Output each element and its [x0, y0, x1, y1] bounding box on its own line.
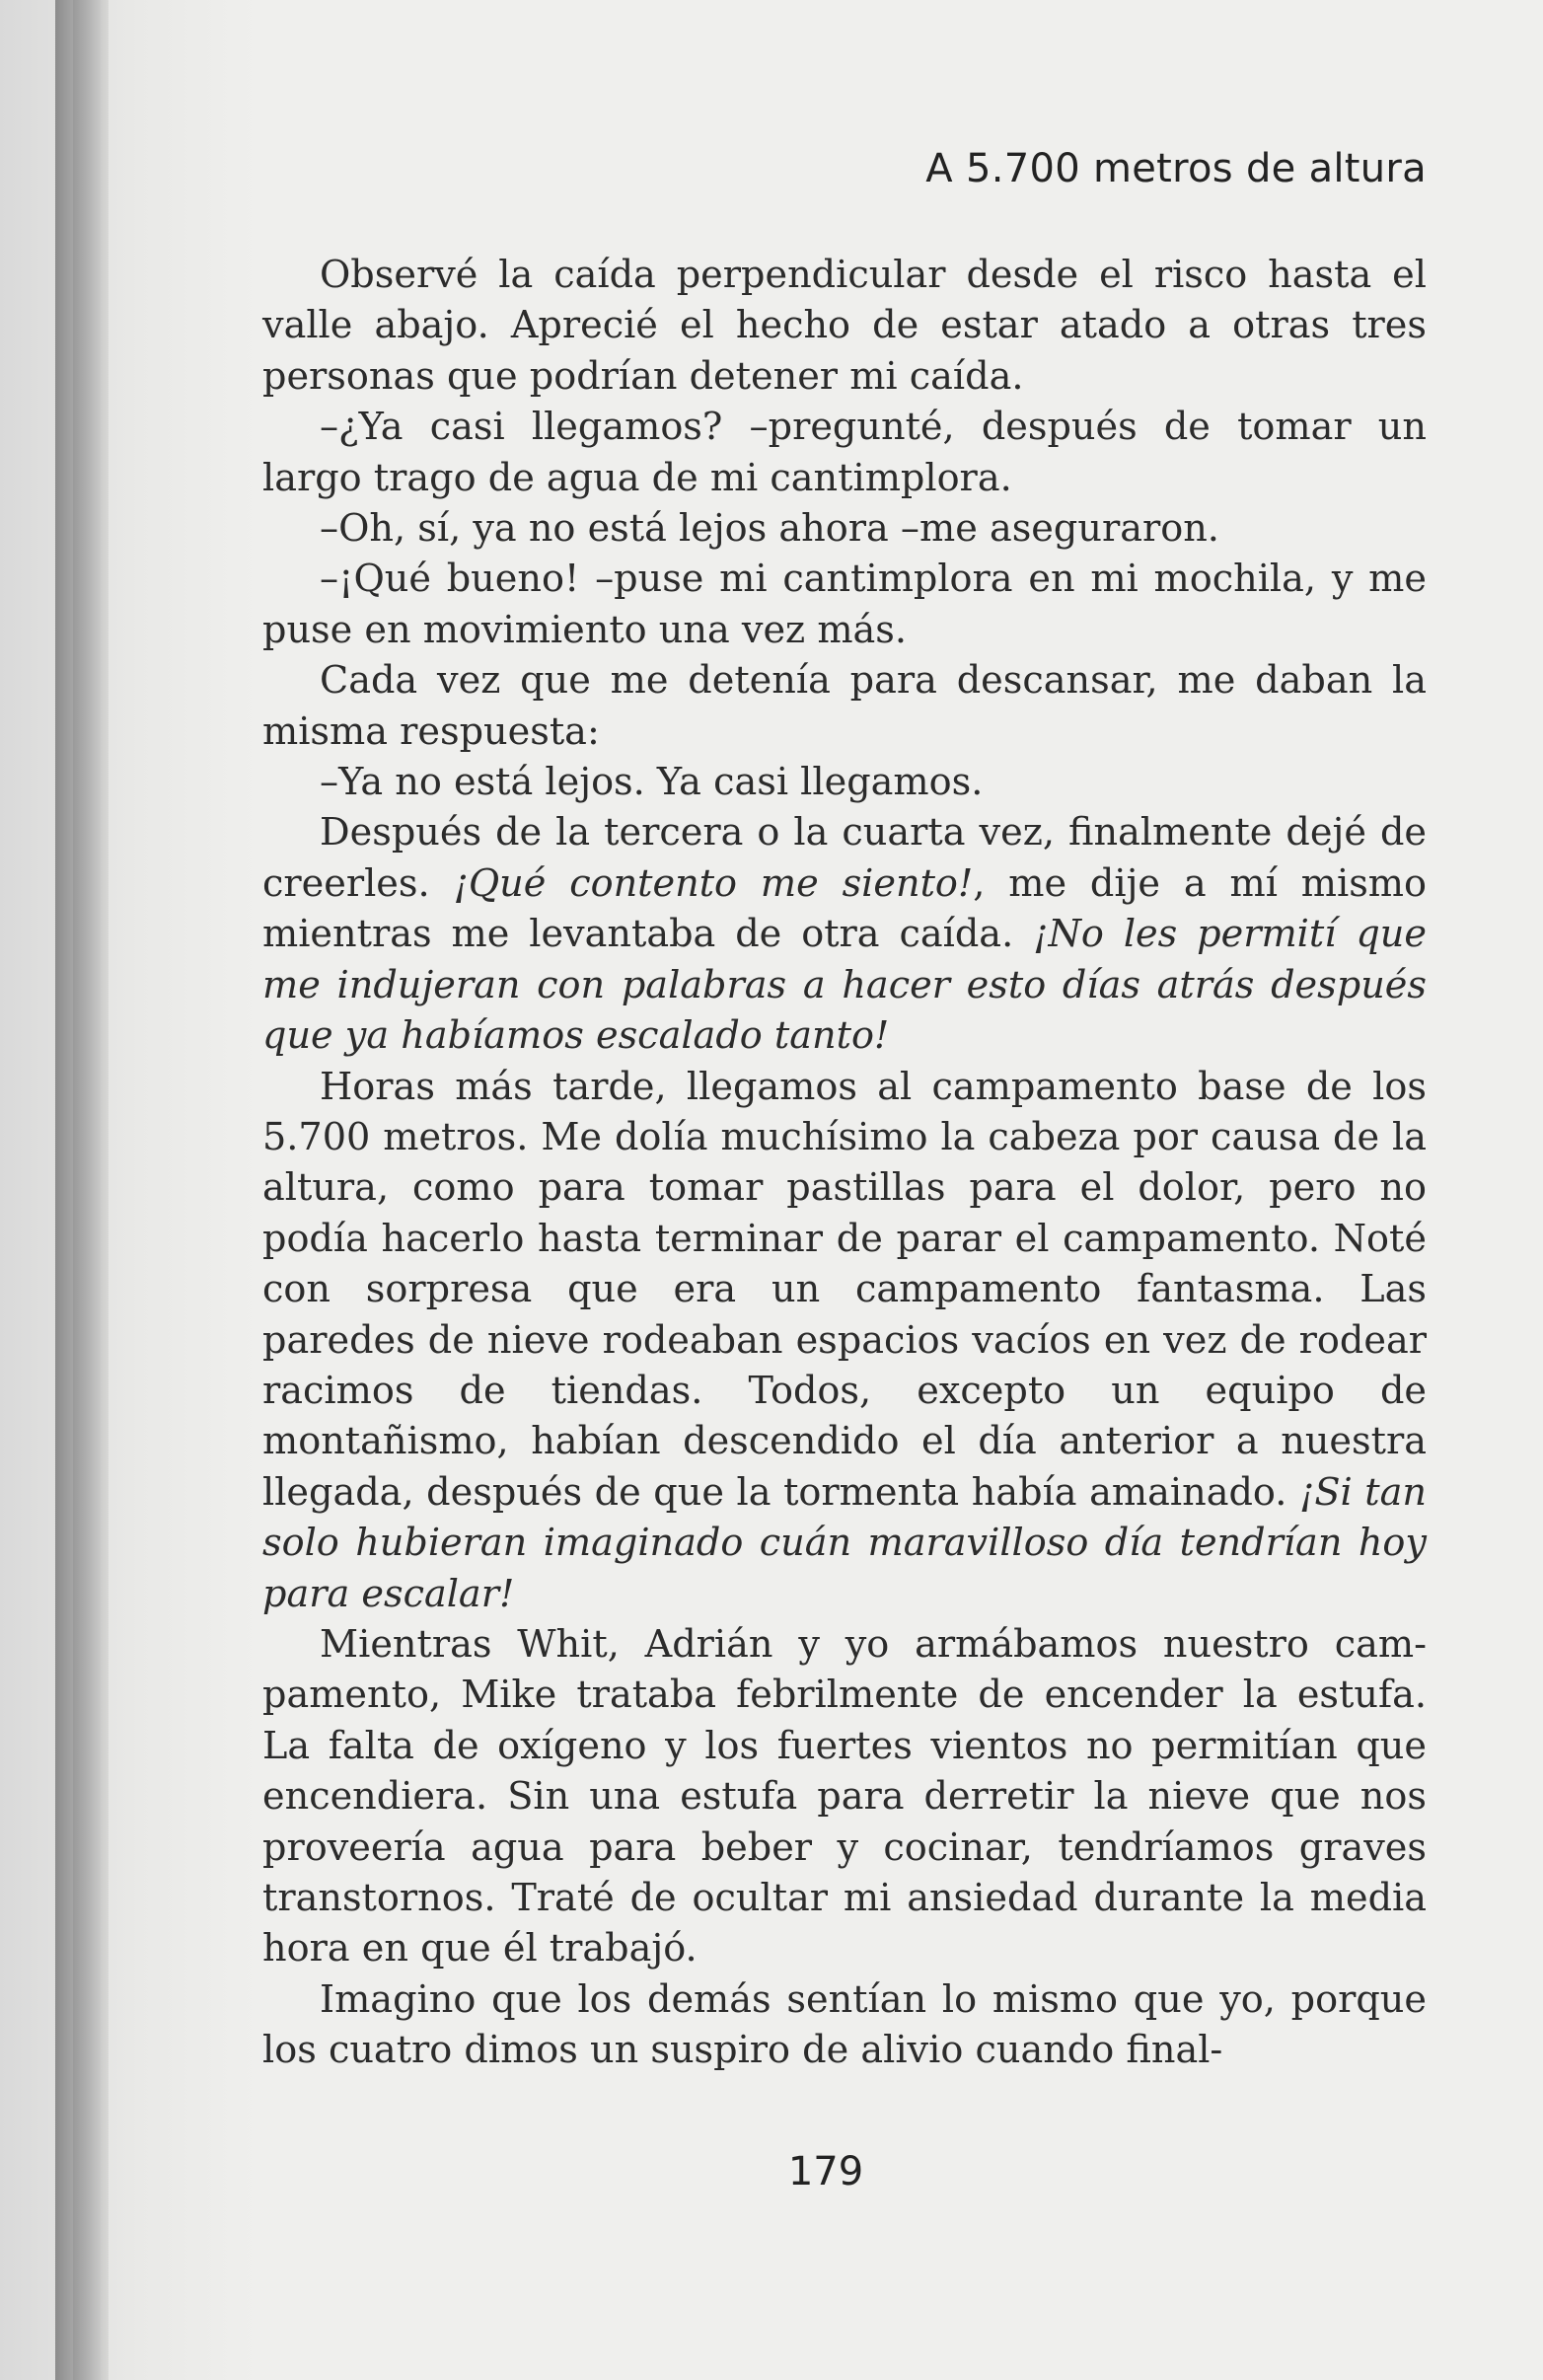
text-run: –¡Qué bueno! –puse mi cantimplora en mi mochila, y me puse en movimiento una vez más.	[262, 558, 1427, 652]
running-header: A 5.700 metros de altura	[925, 146, 1427, 191]
paragraph	[262, 656, 1427, 758]
paragraph	[262, 758, 1427, 808]
text-run: Imagino que los demás sentían lo mismo que yo, porque los cuatro dimos un suspiro de alivio cuando final-	[262, 1977, 1427, 2073]
italic-text: ¡Si tan solo hubieran imaginado cuán maravilloso día tendrían hoy para escalar!	[262, 1470, 1428, 1616]
paragraph	[262, 1063, 1427, 1620]
text-run: –Oh, sí, ya no está lejos ahora –me aseguraron.	[320, 507, 1219, 552]
paragraph	[262, 504, 1427, 555]
text-run: Mientras Whit, Adrián y yo armábamos nuestro campamento, Mike trataba febrilmente de encender la estufa. La falta de oxígeno y los fuertes vientos no permitían que encendiera. Sin una estufa para derretir la nieve que nos proveería agua para beber y cocinar, tendríamos graves transtornos. Traté de ocultar mi ansiedad durante la media hora en que él trabajó.	[262, 1622, 1427, 1971]
paragraph	[262, 555, 1427, 656]
text-run: Después de la tercera o la cuarta vez, finalmente dejé de creerles.	[262, 811, 1427, 906]
paragraph	[262, 251, 1427, 403]
paragraph	[262, 1975, 1427, 2077]
text-run: Horas más tarde, llegamos al campamento base de los 5.700 metros. Me dolía muchísimo la cabeza por causa de la altura, como para tomar pastillas para el dolor, pero no podía hacerlo hasta terminar de parar el campamento. Noté con sorpresa que era un campamento fantasma. Las paredes de nieve rodeaban espacios vacíos en vez de rodear racimos de tiendas. Todos, excepto un equipo de montañismo, habían descendido el día anterior a nuestra llegada, después de que la tormenta había amainado.	[262, 1065, 1427, 1515]
page-number: 179	[787, 2149, 864, 2194]
paragraph	[262, 1620, 1427, 1975]
italic-text: ¡Qué contento me siento!	[453, 861, 974, 906]
book-gutter	[73, 0, 101, 2380]
text-run: –Ya no está lejos. Ya casi llegamos.	[320, 761, 984, 805]
text-run: Observé la caída perpendicular desde el risco hasta el valle abajo. Aprecié el hecho de estar atado a otras tres personas que podrían detener mi caída.	[262, 254, 1427, 399]
paragraph	[262, 403, 1427, 504]
text-run: –¿Ya casi llegamos? –pregunté, después de tomar un largo trago de agua de mi cantimplora.	[262, 406, 1427, 500]
body-text	[262, 251, 1427, 2077]
text-run: , me dije a mí mismo mientras me levantaba de otra caída.	[262, 861, 1427, 957]
text-run: Cada vez que me detenía para descansar, me daban la misma respuesta:	[262, 659, 1427, 754]
paragraph	[262, 808, 1427, 1062]
italic-text: ¡No les permití que me indujeran con palabras a hacer esto días atrás después que ya habíamos escalado tanto!	[262, 913, 1427, 1059]
